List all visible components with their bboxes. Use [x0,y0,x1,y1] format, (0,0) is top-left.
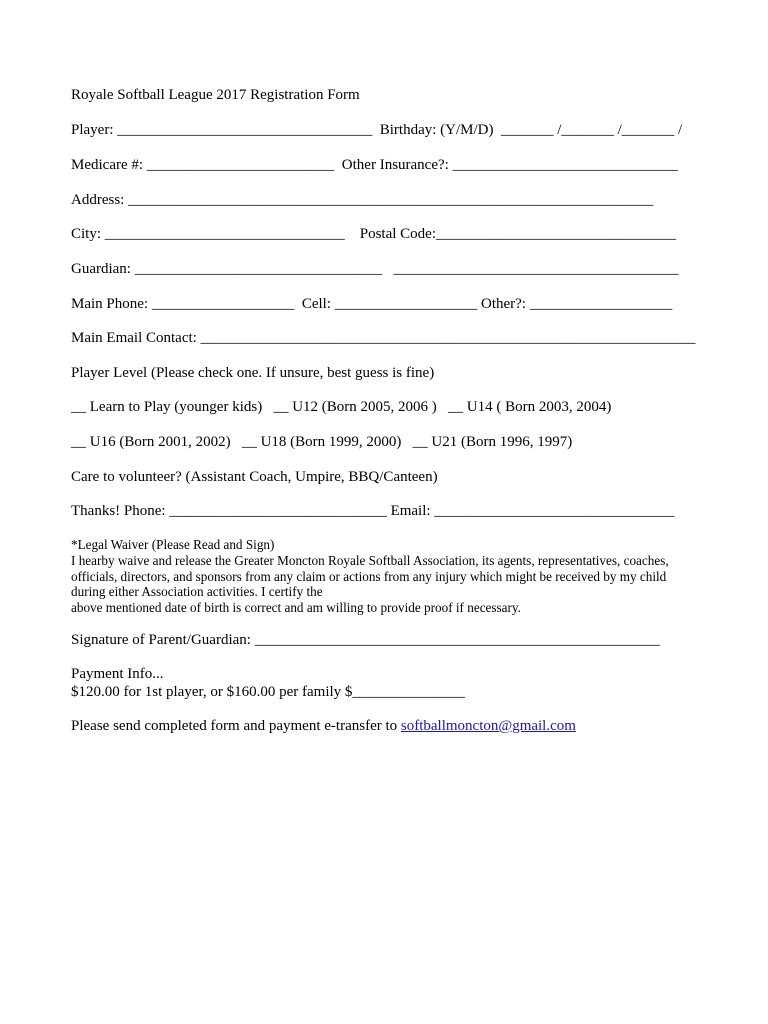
form-title: Royale Softball League 2017 Registration Form [71,87,360,103]
player-birthday-line: Player: __________________________________ Birthday: (Y/M/D) _______ /_______ /_______ / [71,122,683,138]
player-level-options-row-1: __ Learn to Play (younger kids) __ U12 (Born 2005, 2006 ) __ U14 ( Born 2003, 2004) [71,399,612,415]
send-instructions [71,717,576,735]
send-instructions-text: Please send completed form and payment e-transfer to [71,718,401,734]
signature-line: Signature of Parent/Guardian: ______________________________________________________ [71,632,660,648]
email-contact-line: Main Email Contact: __________________________________________________________________ [71,330,696,346]
player-level-options-row-2: __ U16 (Born 2001, 2002) __ U18 (Born 1999, 2000) __ U21 (Born 1996, 1997) [71,434,573,450]
address-line: Address: ______________________________________________________________________ [71,192,654,208]
city-postal-line: City: ________________________________ Postal Code:________________________________ [71,226,677,242]
email-link[interactable]: softballmoncton@gmail.com [400,718,576,734]
medicare-insurance-line: Medicare #: _________________________ Other Insurance?: ______________________________ [71,157,678,173]
waiver-text-line-3: during either Association activities. I certify the [71,584,323,599]
waiver-text-line-1: I hearby waive and release the Greater Moncton Royale Softball Association, its agents, representatives, coaches, [71,553,669,568]
volunteer-line: Care to volunteer? (Assistant Coach, Umpire, BBQ/Canteen) [71,469,438,485]
thanks-contact-line: Thanks! Phone: _____________________________ Email: ________________________________ [71,503,675,519]
payment-amount-line: $120.00 for 1st player, or $160.00 per family $_______________ [71,684,465,700]
waiver-text-line-4: above mentioned date of birth is correct and am willing to provide proof if necessary. [71,600,521,615]
waiver-heading: *Legal Waiver (Please Read and Sign) [71,537,275,552]
player-level-heading: Player Level (Please check one. If unsure, best guess is fine) [71,365,435,381]
payment-heading: Payment Info... [71,666,164,682]
phone-line: Main Phone: ___________________ Cell: ___________________ Other?: ___________________ [71,296,673,312]
guardian-line: Guardian: _________________________________ ______________________________________ [71,261,679,277]
waiver-text-line-2: officials, directors, and sponsors from any claim or actions from any injury which might be received by my child [71,569,667,584]
